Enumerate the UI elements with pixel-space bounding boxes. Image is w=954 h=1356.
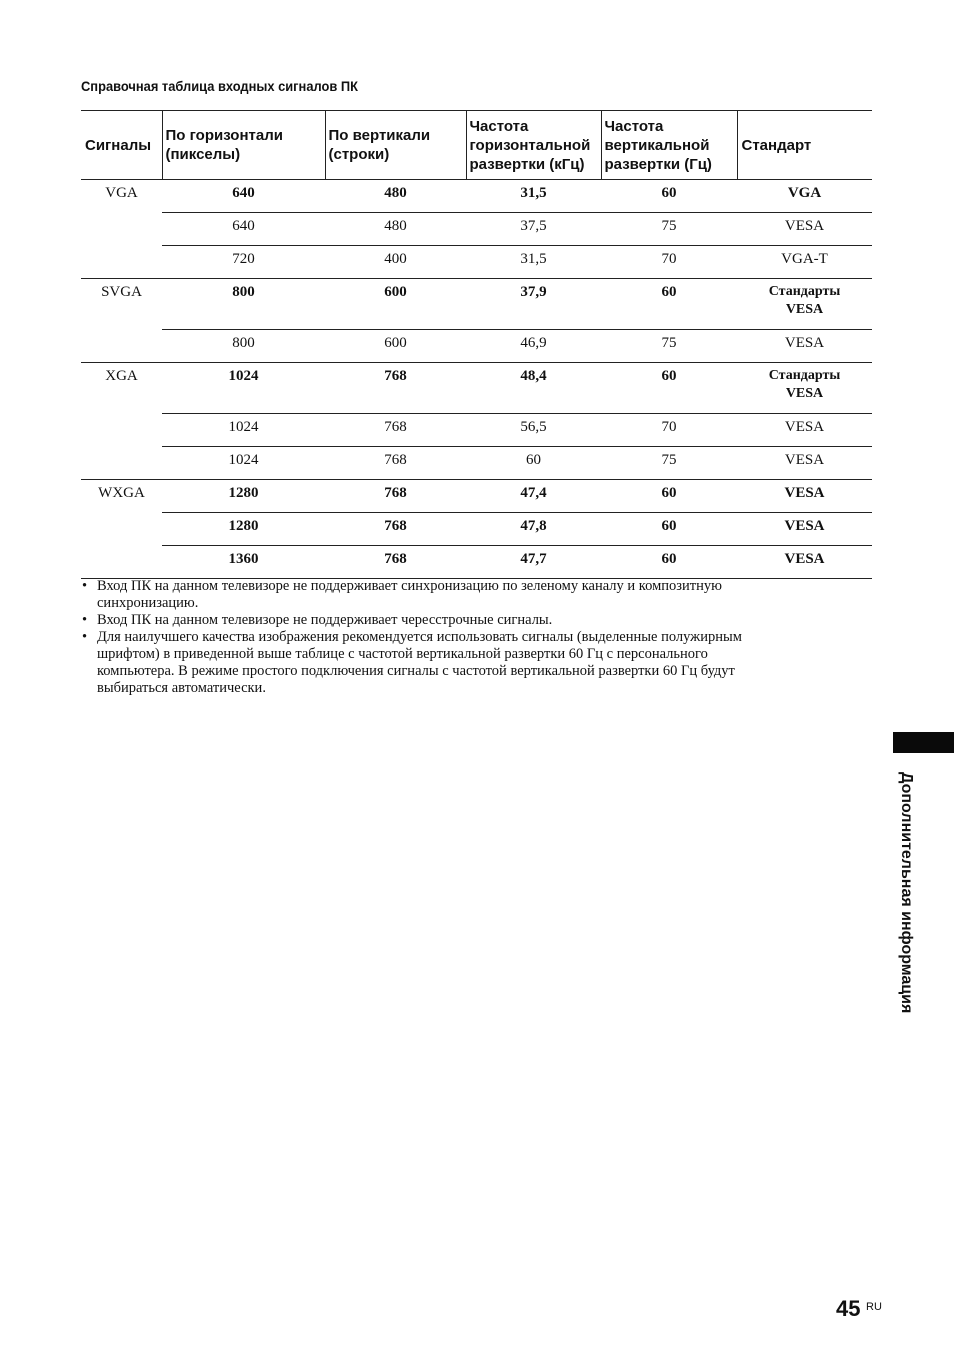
vfreq-cell: 75	[601, 447, 737, 480]
signal-cell: SVGA	[81, 279, 162, 363]
hfreq-cell: 31,5	[466, 180, 601, 213]
vfreq-cell: 70	[601, 246, 737, 279]
horizontal-cell: 720	[162, 246, 325, 279]
standard-cell: VESA	[737, 447, 872, 480]
hfreq-cell: 37,5	[466, 213, 601, 246]
vertical-cell: 768	[325, 546, 466, 579]
note-item: • Для наилучшего качества изображения рекомендуется использовать сигналы (выделенные полужирным шрифтом) в приведенной выше таблице с частотой вертикальной развертки 60 Гц с персонального компьютера. В режиме простого подключения сигналы с частотой вертикальной развертки 60 Гц будут выбираться автоматически.	[81, 629, 861, 697]
header-vertical: По вертикали (строки)	[325, 111, 466, 180]
table-body	[81, 180, 872, 579]
vertical-cell: 480	[325, 213, 466, 246]
header-hfreq: Частота горизонтальной развертки (кГц)	[466, 111, 601, 180]
standard-cell: VESA	[737, 330, 872, 363]
table-row	[81, 480, 872, 513]
vertical-cell: 768	[325, 480, 466, 513]
horizontal-cell: 1360	[162, 546, 325, 579]
hfreq-cell: 56,5	[466, 414, 601, 447]
hfreq-cell: 47,4	[466, 480, 601, 513]
hfreq-cell: 47,8	[466, 513, 601, 546]
table-row	[81, 447, 872, 480]
vertical-cell: 600	[325, 330, 466, 363]
horizontal-cell: 1024	[162, 447, 325, 480]
horizontal-cell: 800	[162, 279, 325, 330]
header-horizontal: По горизонтали (пикселы)	[162, 111, 325, 180]
page-number: 45	[836, 1296, 861, 1321]
horizontal-cell: 800	[162, 330, 325, 363]
standard-cell: Стандарты VESA	[737, 279, 872, 330]
vfreq-cell: 60	[601, 279, 737, 330]
standard-cell: VESA	[737, 213, 872, 246]
vertical-cell: 768	[325, 414, 466, 447]
vfreq-cell: 60	[601, 180, 737, 213]
note-item: • Вход ПК на данном телевизоре не поддерживает синхронизацию по зеленому каналу и композитную синхронизацию.	[81, 578, 861, 612]
side-tab-label: Дополнительная информация	[898, 772, 915, 1014]
horizontal-cell: 1024	[162, 414, 325, 447]
horizontal-cell: 640	[162, 180, 325, 213]
notes-list	[81, 578, 861, 697]
hfreq-cell: 47,7	[466, 546, 601, 579]
vfreq-cell: 60	[601, 513, 737, 546]
table-row	[81, 513, 872, 546]
horizontal-cell: 1024	[162, 363, 325, 414]
standard-cell: VGA-T	[737, 246, 872, 279]
pc-signal-table	[81, 110, 872, 579]
note-item: • Вход ПК на данном телевизоре не поддерживает чересстрочные сигналы.	[81, 612, 861, 629]
signal-cell: XGA	[81, 363, 162, 480]
vfreq-cell: 75	[601, 213, 737, 246]
table-row	[81, 180, 872, 213]
horizontal-cell: 1280	[162, 480, 325, 513]
header-signals: Сигналы	[81, 111, 162, 180]
standard-cell: VESA	[737, 513, 872, 546]
hfreq-cell: 48,4	[466, 363, 601, 414]
vertical-cell: 480	[325, 180, 466, 213]
page-language: RU	[866, 1301, 882, 1313]
signal-cell: VGA	[81, 180, 162, 279]
hfreq-cell: 37,9	[466, 279, 601, 330]
standard-cell: Стандарты VESA	[737, 363, 872, 414]
table-header-row	[81, 111, 872, 180]
horizontal-cell: 1280	[162, 513, 325, 546]
vfreq-cell: 60	[601, 546, 737, 579]
table-row	[81, 213, 872, 246]
vfreq-cell: 70	[601, 414, 737, 447]
vfreq-cell: 75	[601, 330, 737, 363]
table-row	[81, 330, 872, 363]
standard-cell: VESA	[737, 480, 872, 513]
signal-cell: WXGA	[81, 480, 162, 579]
vertical-cell: 768	[325, 363, 466, 414]
vertical-cell: 768	[325, 447, 466, 480]
vertical-cell: 600	[325, 279, 466, 330]
vertical-cell: 768	[325, 513, 466, 546]
standard-cell: VESA	[737, 414, 872, 447]
vfreq-cell: 60	[601, 480, 737, 513]
side-tab-marker	[893, 732, 954, 753]
table-row	[81, 363, 872, 414]
table-row	[81, 279, 872, 330]
vfreq-cell: 60	[601, 363, 737, 414]
hfreq-cell: 31,5	[466, 246, 601, 279]
hfreq-cell: 60	[466, 447, 601, 480]
table-row	[81, 546, 872, 579]
table-row	[81, 414, 872, 447]
standard-cell: VGA	[737, 180, 872, 213]
standard-cell: VESA	[737, 546, 872, 579]
hfreq-cell: 46,9	[466, 330, 601, 363]
table-row	[81, 246, 872, 279]
vertical-cell: 400	[325, 246, 466, 279]
horizontal-cell: 640	[162, 213, 325, 246]
section-title: Справочная таблица входных сигналов ПК	[81, 78, 358, 94]
header-standard: Стандарт	[737, 111, 872, 180]
header-vfreq: Частота вертикальной развертки (Гц)	[601, 111, 737, 180]
